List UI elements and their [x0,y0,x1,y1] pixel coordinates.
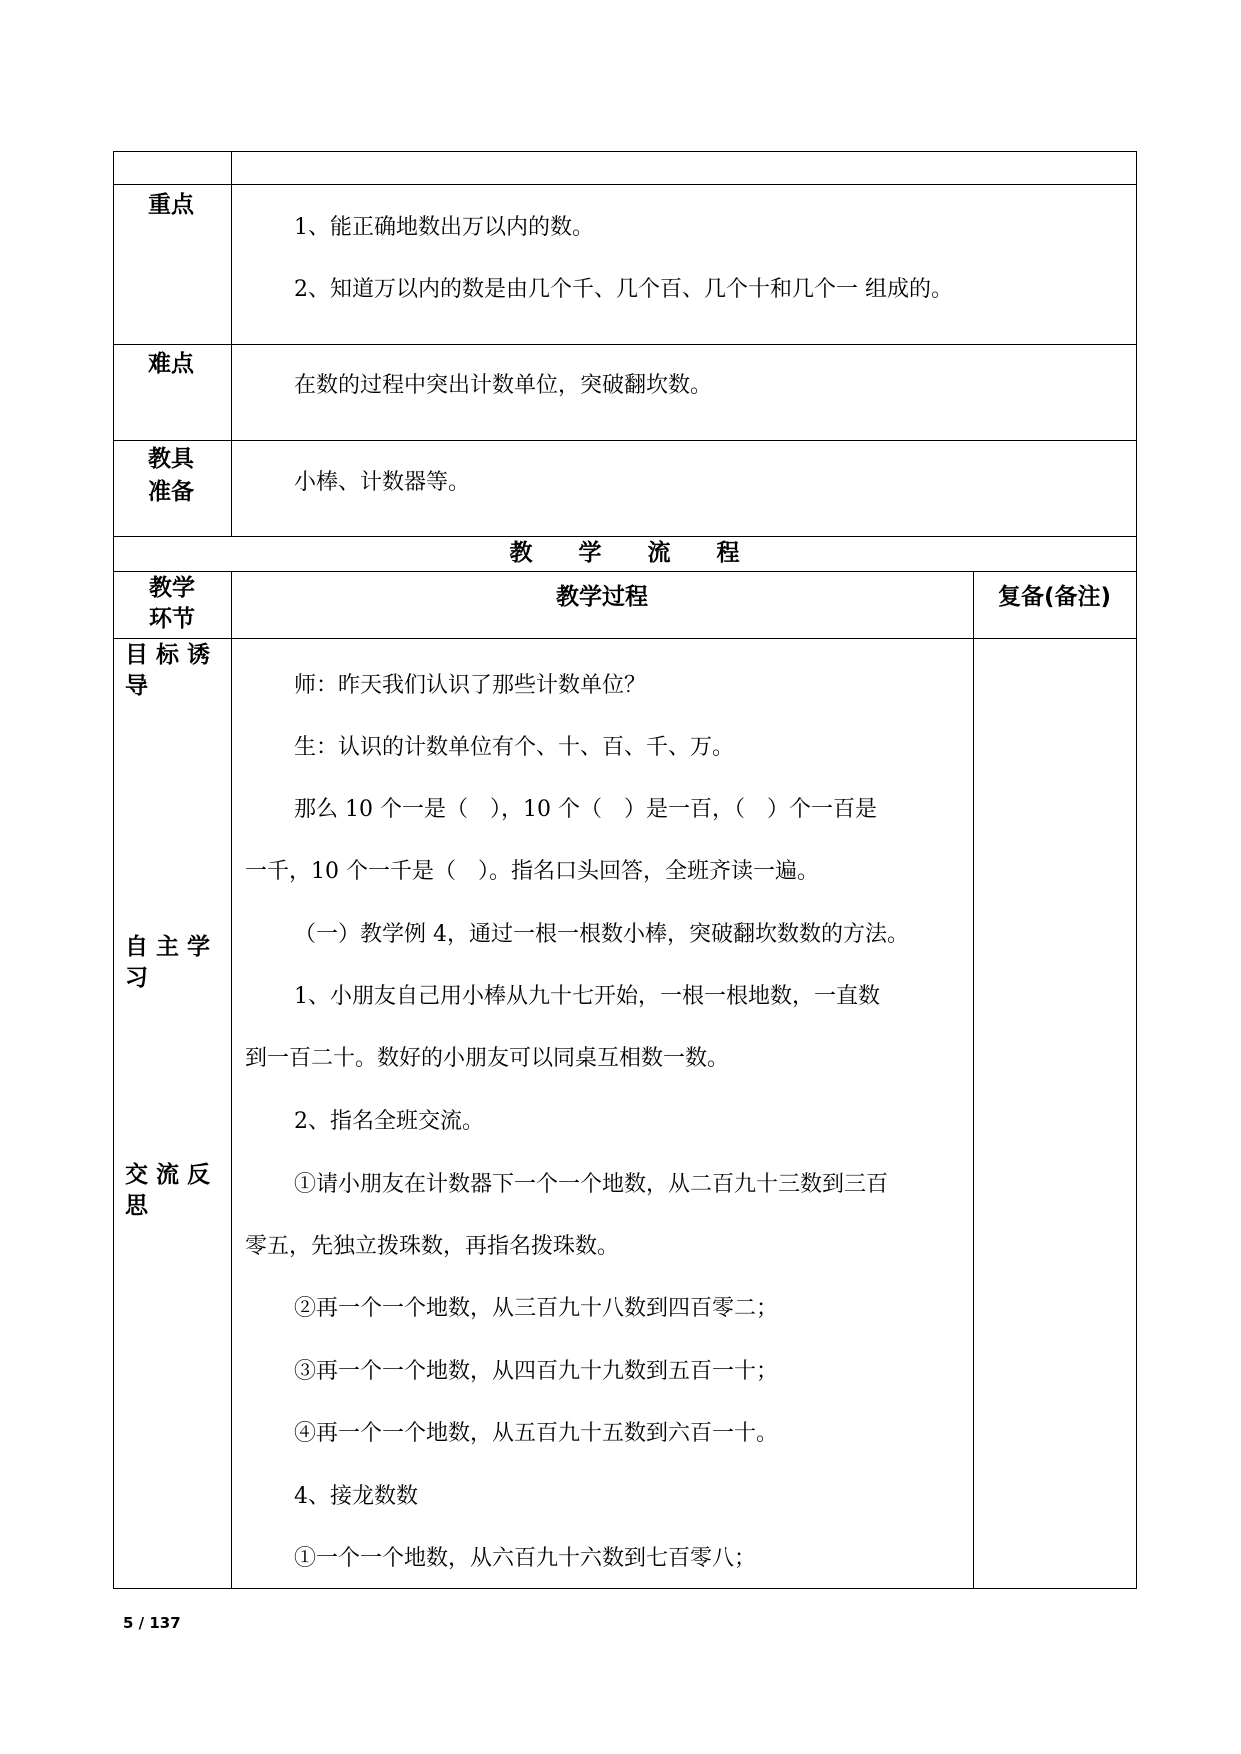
focus-item-2: 2、知道万以内的数是由几个千、几个百、几个十和几个一 组成的。 [294,277,953,302]
row-divider [113,440,1136,441]
focus-label: 重点 [148,192,194,218]
page-indicator: 5 / 137 [123,1614,181,1632]
stage-reflection-line-2: 思 [125,1193,148,1219]
stage-self-study-line-1: 自 主 学 [125,934,211,960]
column-divider [973,571,974,1588]
process-line: 零五，先独立拨珠数，再指名拨珠数。 [245,1234,620,1259]
row-divider [113,344,1136,345]
process-line: 生：认识的计数单位有个、十、百、千、万。 [294,735,735,760]
process-line: ①一个一个地数，从六百九十六数到七百零八； [294,1546,757,1571]
flow-title: 教 学 流 程 [509,540,740,566]
process-line: 2、指名全班交流。 [294,1109,484,1134]
stage-reflection-line-1: 交 流 反 [125,1162,211,1188]
process-line: ①请小朋友在计数器下一个一个地数，从二百九十三数到三百 [294,1172,889,1197]
difficulty-label: 难点 [148,351,194,377]
table-bottom-border [113,1588,1136,1589]
table-top-border [113,151,1136,152]
process-line: 4、接龙数数 [294,1484,418,1509]
stage-self-study-line-2: 习 [125,965,148,991]
header-notes: 复备(备注) [997,584,1112,610]
tools-label-line-2: 准备 [148,479,194,505]
row-divider [113,536,1136,537]
focus-item-1: 1、能正确地数出万以内的数。 [294,215,594,240]
stage-goal-line-1: 目 标 诱 [125,642,211,668]
row-divider [113,638,1136,639]
header-stage-line-1: 教学 [149,575,195,601]
stage-goal-line-2: 导 [125,673,148,699]
tools-label-line-1: 教具 [148,446,194,472]
tools-text: 小棒、计数器等。 [294,470,471,495]
row-divider [113,571,1136,572]
process-line: ④再一个一个地数，从五百九十五数到六百一十。 [294,1421,779,1446]
process-line: 1、小朋友自己用小棒从九十七开始，一根一根地数，一直数 [294,984,880,1009]
column-divider [231,151,232,536]
process-line: 一千，10 个一千是（ ）。指名口头回答，全班齐读一遍。 [245,859,819,884]
header-stage-line-2: 环节 [149,606,195,632]
process-line: 到一百二十。数好的小朋友可以同桌互相数一数。 [245,1046,730,1071]
table-left-border [113,151,114,1589]
row-divider [113,184,1136,185]
process-line: ③再一个一个地数，从四百九十九数到五百一十； [294,1359,779,1384]
header-process: 教学过程 [556,584,648,610]
process-line: （一）教学例 4，通过一根一根数小棒，突破翻坎数数的方法。 [294,922,909,947]
column-divider [231,571,232,1588]
process-line: 那么 10 个一是（ ），10 个（ ）是一百，（ ）个一百是 [294,797,877,822]
table-right-border [1136,151,1137,1589]
process-line: ②再一个一个地数，从三百九十八数到四百零二； [294,1296,779,1321]
difficulty-text: 在数的过程中突出计数单位，突破翻坎数。 [294,373,713,398]
process-line: 师：昨天我们认识了那些计数单位？ [294,673,647,698]
